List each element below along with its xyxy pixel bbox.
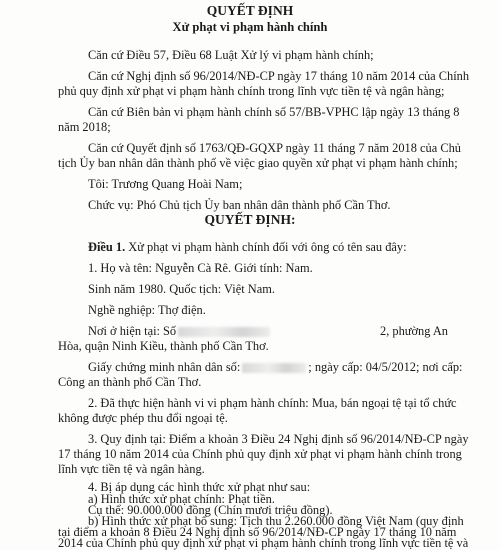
body-line-2: Sinh năm 1980. Quốc tịch: Việt Nam. [88, 282, 275, 296]
body-line-15: Cụ thể: 90.000.000 đồng (Chín mươi triệu đồng). [88, 503, 333, 517]
body-line-13: 4. Bị áp dụng các hình thức xử phạt như sau: [88, 480, 311, 494]
preamble-line-5: năm 2018; [58, 120, 111, 134]
body-line-18: 2014 của Chính phủ quy định xử phạt vi phạm hành chính trong lĩnh vực tiền tệ và [58, 536, 469, 550]
body-line-5: Hòa, quận Ninh Kiều, thành phố Cần Thơ. [58, 339, 269, 353]
body-line-11: 17 tháng 10 năm 2014 của Chính phủ quy định xử phạt vi phạm hành chính trong [58, 447, 462, 461]
document-title: QUYẾT ĐỊNH [206, 3, 294, 18]
body-line-17: tại điểm a khoản 8 Điều 24 Nghị định số 96/2014/NĐ-CP ngày 17 tháng 10 năm [58, 525, 457, 539]
body-line-9: không được phép thu đổi ngoại tệ. [58, 411, 228, 425]
redacted-address [178, 327, 270, 337]
address-label: Nơi ở hiện tại: Số [88, 324, 177, 338]
redacted-id-number [242, 363, 306, 373]
preamble-line-2: Căn cứ Nghị định số 96/2014/NĐ-CP ngày 17 tháng 10 năm 2014 của Chính [88, 69, 470, 83]
body-line-1: 1. Họ và tên: Nguyễn Cà Rê. Giới tính: Nam. [88, 261, 313, 275]
article-1-text: Xử phạt vi phạm hành chính đối với ông có tên sau đây: [125, 240, 407, 254]
body-line-8: 2. Đã thực hiện hành vi vi phạm hành chính: Mua, bán ngoại tệ tại tổ chức [88, 396, 457, 410]
id-card-issue: ; ngày cấp: 04/5/2012; nơi cấp: [308, 360, 463, 374]
article-1 [88, 240, 407, 255]
body-line-14: a) Hình thức xử phạt chính: Phạt tiền. [88, 492, 275, 506]
body-line-6 [88, 360, 462, 375]
preamble-line-3: phủ quy định xử phạt vi phạm hành chính trong lĩnh vực tiền tệ và ngân hàng; [58, 84, 445, 98]
document-subtitle: Xử phạt vi phạm hành chính [172, 20, 328, 34]
preamble-line-8: Tôi: Trương Quang Hoài Nam; [88, 177, 243, 191]
preamble-line-9: Chức vụ: Phó Chủ tịch Ủy ban nhân dân thành phố Cần Thơ. [88, 198, 391, 212]
id-card-label: Giấy chứng minh nhân dân số: [88, 360, 241, 374]
preamble-line-1: Căn cứ Điều 57, Điều 68 Luật Xử lý vi phạm hành chính; [88, 48, 374, 62]
body-line-12: lĩnh vực tiền tệ và ngân hàng. [58, 462, 205, 476]
body-line-16: b) Hình thức xử phạt bổ sung: Tịch thu 2.260.000 đồng Việt Nam (quy định [88, 514, 464, 528]
body-line-7: Công an thành phố Cần Thơ. [58, 375, 202, 389]
preamble-line-7: tịch Ủy ban nhân dân thành phố về việc giao quyền xử phạt vi phạm hành chính; [58, 156, 458, 170]
article-1-label: Điều 1. [88, 240, 126, 254]
body-line-10: 3. Quy định tại: Điểm a khoản 3 Điều 24 Nghị định số 96/2014/NĐ-CP ngày [88, 432, 469, 446]
body-line-3: Nghề nghiệp: Thợ điện. [88, 303, 206, 317]
preamble-line-6: Căn cứ Quyết định số 1763/QĐ-GQXP ngày 11 tháng 7 năm 2018 của Chủ [88, 141, 461, 155]
body-line-4-right: 2, phường An [380, 324, 448, 338]
decision-heading: QUYẾT ĐỊNH: [204, 212, 296, 227]
body-line-4-left [88, 324, 272, 339]
preamble-line-4: Căn cứ Biên bản vi phạm hành chính số 57/BB-VPHC lập ngày 13 tháng 8 [88, 105, 460, 119]
